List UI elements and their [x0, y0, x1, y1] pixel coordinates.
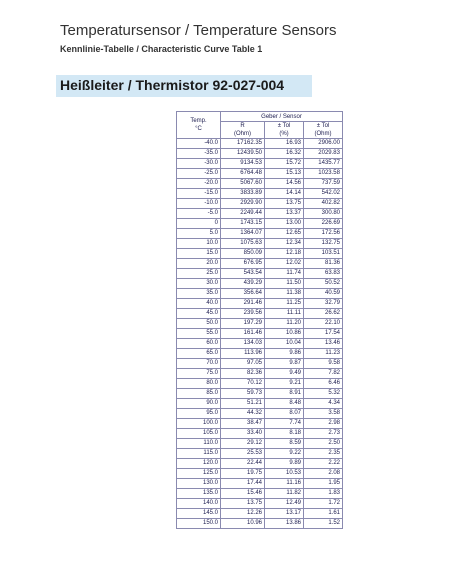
tolerance-ohm-cell: 3.58 [304, 409, 343, 419]
temperature-cell: 70.0 [177, 359, 221, 369]
tolerance-percent-cell: 11.38 [265, 289, 304, 299]
temperature-cell: 150.0 [177, 519, 221, 529]
table-row [177, 319, 343, 329]
resistance-header-label: R [240, 123, 245, 129]
tolerance-ohm-header-unit: (Ohm) [314, 131, 332, 137]
table-row [177, 379, 343, 389]
resistance-cell: 9134.53 [221, 159, 265, 169]
table-row [177, 329, 343, 339]
temperature-cell: 0 [177, 219, 221, 229]
tolerance-percent-cell: 13.00 [265, 219, 304, 229]
resistance-cell: 29.12 [221, 439, 265, 449]
temperature-cell: -15.0 [177, 189, 221, 199]
resistance-cell: 2929.90 [221, 199, 265, 209]
tolerance-percent-cell: 16.32 [265, 149, 304, 159]
table-row [177, 279, 343, 289]
temperature-cell: 45.0 [177, 309, 221, 319]
table-row [177, 519, 343, 529]
tolerance-ohm-cell: 2.73 [304, 429, 343, 439]
temperature-cell: 10.0 [177, 239, 221, 249]
tolerance-percent-cell: 12.49 [265, 499, 304, 509]
tolerance-ohm-cell: 2.35 [304, 449, 343, 459]
tolerance-percent-cell: 8.91 [265, 389, 304, 399]
temperature-cell: 40.0 [177, 299, 221, 309]
tolerance-percent-cell: 11.11 [265, 309, 304, 319]
tolerance-ohm-cell: 6.46 [304, 379, 343, 389]
temperature-cell: 5.0 [177, 229, 221, 239]
tolerance-ohm-cell: 103.51 [304, 249, 343, 259]
tolerance-percent-cell: 15.72 [265, 159, 304, 169]
table-row [177, 199, 343, 209]
resistance-cell: 1743.15 [221, 219, 265, 229]
table-row [177, 169, 343, 179]
tolerance-ohm-cell: 5.32 [304, 389, 343, 399]
resistance-cell: 197.29 [221, 319, 265, 329]
tolerance-percent-cell: 10.86 [265, 329, 304, 339]
resistance-cell: 10.96 [221, 519, 265, 529]
characteristic-curve-table [176, 111, 343, 529]
resistance-cell: 38.47 [221, 419, 265, 429]
tolerance-ohm-cell: 26.62 [304, 309, 343, 319]
tolerance-percent-cell: 11.20 [265, 319, 304, 329]
temperature-cell: 145.0 [177, 509, 221, 519]
temperature-cell: 140.0 [177, 499, 221, 509]
resistance-cell: 5067.60 [221, 179, 265, 189]
table-row [177, 419, 343, 429]
tolerance-percent-cell: 12.02 [265, 259, 304, 269]
tolerance-ohm-cell: 7.82 [304, 369, 343, 379]
tolerance-percent-cell: 8.18 [265, 429, 304, 439]
tolerance-percent-cell: 11.50 [265, 279, 304, 289]
tolerance-percent-cell: 11.74 [265, 269, 304, 279]
tolerance-ohm-cell: 63.83 [304, 269, 343, 279]
table-row [177, 269, 343, 279]
table-row [177, 159, 343, 169]
tolerance-percent-header-label: ± Tol [277, 123, 291, 129]
tolerance-ohm-cell: 11.23 [304, 349, 343, 359]
resistance-cell: 59.73 [221, 389, 265, 399]
resistance-cell: 97.05 [221, 359, 265, 369]
tolerance-ohm-cell: 402.82 [304, 199, 343, 209]
temperature-cell: 35.0 [177, 289, 221, 299]
temperature-cell: 120.0 [177, 459, 221, 469]
resistance-cell: 3833.89 [221, 189, 265, 199]
temp-header-unit: °C [195, 126, 202, 132]
resistance-cell: 82.36 [221, 369, 265, 379]
resistance-header-unit: (Ohm) [234, 131, 251, 137]
tolerance-ohm-cell: 172.56 [304, 229, 343, 239]
temperature-cell: 115.0 [177, 449, 221, 459]
temperature-cell: 75.0 [177, 369, 221, 379]
table-row [177, 209, 343, 219]
table-row [177, 229, 343, 239]
resistance-cell: 12439.50 [221, 149, 265, 159]
temp-header-label: Temp. [190, 118, 207, 124]
resistance-cell: 2249.44 [221, 209, 265, 219]
tolerance-percent-cell: 9.86 [265, 349, 304, 359]
tolerance-percent-header-unit: (%) [279, 131, 289, 137]
temperature-cell: 95.0 [177, 409, 221, 419]
resistance-cell: 17.44 [221, 479, 265, 489]
tolerance-ohm-cell: 32.79 [304, 299, 343, 309]
temperature-cell: 125.0 [177, 469, 221, 479]
tolerance-ohm-cell: 226.69 [304, 219, 343, 229]
table-row [177, 499, 343, 509]
resistance-cell: 161.46 [221, 329, 265, 339]
table-row [177, 409, 343, 419]
table-row [177, 309, 343, 319]
tolerance-ohm-cell: 2.22 [304, 459, 343, 469]
tolerance-ohm-cell: 132.75 [304, 239, 343, 249]
table-row [177, 349, 343, 359]
tolerance-ohm-cell: 300.80 [304, 209, 343, 219]
tolerance-ohm-cell: 2.08 [304, 469, 343, 479]
resistance-cell: 239.56 [221, 309, 265, 319]
resistance-cell: 19.75 [221, 469, 265, 479]
table-row [177, 369, 343, 379]
tolerance-percent-cell: 8.48 [265, 399, 304, 409]
table-row [177, 489, 343, 499]
table-row [177, 179, 343, 189]
tolerance-ohm-column-header [304, 122, 343, 139]
tolerance-ohm-cell: 1435.77 [304, 159, 343, 169]
tolerance-ohm-cell: 737.59 [304, 179, 343, 189]
tolerance-percent-cell: 9.22 [265, 449, 304, 459]
temperature-cell: -20.0 [177, 179, 221, 189]
tolerance-percent-cell: 9.87 [265, 359, 304, 369]
temperature-cell: 20.0 [177, 259, 221, 269]
table-row [177, 259, 343, 269]
resistance-cell: 44.32 [221, 409, 265, 419]
tolerance-percent-cell: 11.82 [265, 489, 304, 499]
resistance-cell: 356.64 [221, 289, 265, 299]
temperature-cell: -40.0 [177, 139, 221, 149]
temperature-cell: -25.0 [177, 169, 221, 179]
temperature-cell: 65.0 [177, 349, 221, 359]
tolerance-ohm-cell: 542.02 [304, 189, 343, 199]
table-row [177, 139, 343, 149]
tolerance-ohm-cell: 1.83 [304, 489, 343, 499]
tolerance-ohm-cell: 50.52 [304, 279, 343, 289]
tolerance-ohm-cell: 2.98 [304, 419, 343, 429]
tolerance-ohm-cell: 1023.58 [304, 169, 343, 179]
table-row [177, 289, 343, 299]
tolerance-percent-cell: 12.18 [265, 249, 304, 259]
tolerance-ohm-cell: 1.72 [304, 499, 343, 509]
resistance-cell: 22.44 [221, 459, 265, 469]
table-row [177, 469, 343, 479]
resistance-cell: 13.75 [221, 499, 265, 509]
tolerance-ohm-cell: 2.50 [304, 439, 343, 449]
table-row [177, 189, 343, 199]
resistance-column-header [221, 122, 265, 139]
resistance-cell: 1075.63 [221, 239, 265, 249]
resistance-cell: 291.46 [221, 299, 265, 309]
temperature-cell: 85.0 [177, 389, 221, 399]
tolerance-ohm-cell: 2029.83 [304, 149, 343, 159]
tolerance-percent-cell: 11.16 [265, 479, 304, 489]
tolerance-percent-cell: 12.65 [265, 229, 304, 239]
resistance-cell: 543.54 [221, 269, 265, 279]
resistance-cell: 25.53 [221, 449, 265, 459]
temperature-cell: 130.0 [177, 479, 221, 489]
table-row [177, 449, 343, 459]
resistance-cell: 51.21 [221, 399, 265, 409]
tolerance-ohm-cell: 17.54 [304, 329, 343, 339]
tolerance-percent-cell: 13.86 [265, 519, 304, 529]
temperature-cell: 55.0 [177, 329, 221, 339]
tolerance-percent-column-header [265, 122, 304, 139]
tolerance-percent-cell: 11.25 [265, 299, 304, 309]
tolerance-percent-cell: 9.49 [265, 369, 304, 379]
table-row [177, 479, 343, 489]
tolerance-ohm-cell: 81.36 [304, 259, 343, 269]
resistance-cell: 70.12 [221, 379, 265, 389]
page-subtitle: Kennlinie-Tabelle / Characteristic Curve Table 1 [60, 44, 263, 54]
temperature-cell: 135.0 [177, 489, 221, 499]
tolerance-percent-cell: 16.93 [265, 139, 304, 149]
tolerance-ohm-cell: 2906.00 [304, 139, 343, 149]
table-row [177, 299, 343, 309]
resistance-cell: 850.09 [221, 249, 265, 259]
table-row [177, 389, 343, 399]
tolerance-percent-cell: 15.13 [265, 169, 304, 179]
table-row [177, 459, 343, 469]
table-row [177, 249, 343, 259]
table-row [177, 339, 343, 349]
tolerance-ohm-cell: 4.34 [304, 399, 343, 409]
tolerance-percent-cell: 14.56 [265, 179, 304, 189]
resistance-cell: 12.26 [221, 509, 265, 519]
page-title: Temperatursensor / Temperature Sensors [60, 22, 337, 39]
table-row [177, 359, 343, 369]
tolerance-percent-cell: 14.14 [265, 189, 304, 199]
section-banner-title: Heißleiter / Thermistor 92-027-004 [60, 77, 285, 93]
temperature-cell: 110.0 [177, 439, 221, 449]
temperature-cell: 30.0 [177, 279, 221, 289]
tolerance-percent-cell: 7.74 [265, 419, 304, 429]
tolerance-percent-cell: 9.21 [265, 379, 304, 389]
resistance-cell: 134.03 [221, 339, 265, 349]
table-row [177, 439, 343, 449]
tolerance-ohm-cell: 13.46 [304, 339, 343, 349]
resistance-cell: 6764.48 [221, 169, 265, 179]
resistance-cell: 439.29 [221, 279, 265, 289]
tolerance-percent-cell: 13.17 [265, 509, 304, 519]
table-row [177, 399, 343, 409]
tolerance-percent-cell: 8.07 [265, 409, 304, 419]
tolerance-ohm-cell: 40.59 [304, 289, 343, 299]
resistance-cell: 15.46 [221, 489, 265, 499]
temperature-cell: 80.0 [177, 379, 221, 389]
temp-column-header [177, 112, 221, 139]
tolerance-ohm-header-label: ± Tol [316, 123, 330, 129]
temperature-cell: 100.0 [177, 419, 221, 429]
table-row [177, 429, 343, 439]
table-row [177, 509, 343, 519]
resistance-cell: 113.96 [221, 349, 265, 359]
resistance-cell: 1364.07 [221, 229, 265, 239]
table-row [177, 219, 343, 229]
temperature-cell: -35.0 [177, 149, 221, 159]
temperature-cell: -5.0 [177, 209, 221, 219]
tolerance-percent-cell: 10.04 [265, 339, 304, 349]
sensor-group-header: Geber / Sensor [221, 112, 343, 122]
temperature-cell: 60.0 [177, 339, 221, 349]
temperature-cell: -10.0 [177, 199, 221, 209]
table-body [177, 139, 343, 529]
tolerance-ohm-cell: 1.61 [304, 509, 343, 519]
temperature-cell: -30.0 [177, 159, 221, 169]
tolerance-ohm-cell: 22.10 [304, 319, 343, 329]
tolerance-percent-cell: 8.59 [265, 439, 304, 449]
temperature-cell: 15.0 [177, 249, 221, 259]
resistance-cell: 33.40 [221, 429, 265, 439]
tolerance-percent-cell: 13.37 [265, 209, 304, 219]
temperature-cell: 50.0 [177, 319, 221, 329]
table-row [177, 149, 343, 159]
tolerance-percent-cell: 9.89 [265, 459, 304, 469]
table-row [177, 239, 343, 249]
resistance-cell: 17162.35 [221, 139, 265, 149]
temperature-cell: 90.0 [177, 399, 221, 409]
tolerance-percent-cell: 13.75 [265, 199, 304, 209]
tolerance-percent-cell: 10.53 [265, 469, 304, 479]
temperature-cell: 105.0 [177, 429, 221, 439]
tolerance-ohm-cell: 1.95 [304, 479, 343, 489]
tolerance-percent-cell: 12.34 [265, 239, 304, 249]
resistance-cell: 676.95 [221, 259, 265, 269]
tolerance-ohm-cell: 9.58 [304, 359, 343, 369]
tolerance-ohm-cell: 1.52 [304, 519, 343, 529]
temperature-cell: 25.0 [177, 269, 221, 279]
